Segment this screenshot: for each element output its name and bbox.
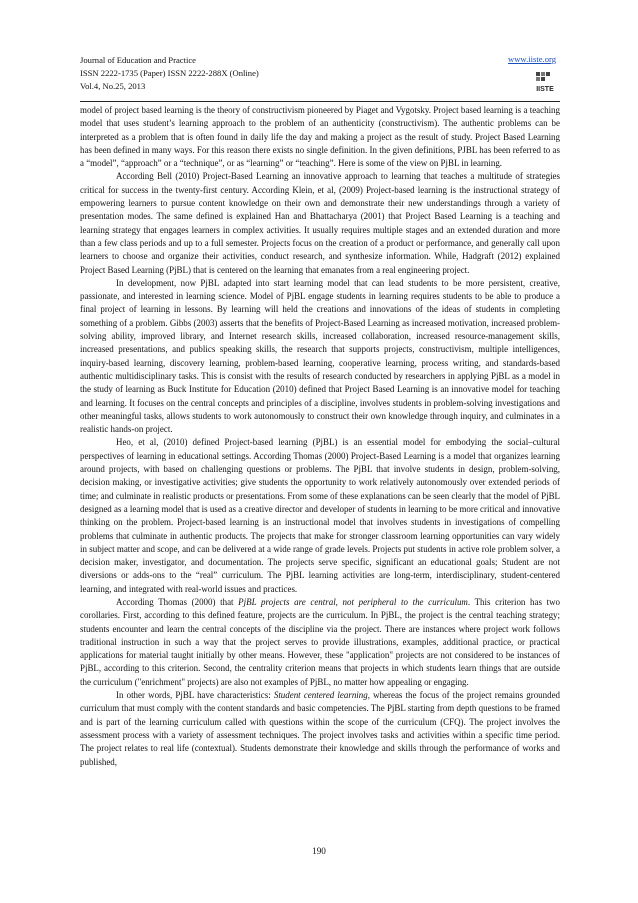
paragraph-6-rest: whereas the focus of the project remains grounded curriculum that must comply with the content standards and basic competencies. The PjBL starting from depth questions to be framed and is part of the learning curriculum called with questions within the scope of the curriculum (CFQ). The project involves the assessment process with a variety of assessment techniques. The project involves tasks and activities within a specific time period. The project relates to real life (contextual). Students demonstrate their knowledge and skills through the performance of works and published, (80, 690, 561, 767)
issn-line: ISSN 2222-1735 (Paper) ISSN 2222-288X (Online) (80, 68, 259, 78)
paragraph-4: Heo, et al, (2010) defined Project-based learning (PjBL) is an essential model for embodying the social–cultural perspectives of learning in educational settings. According Thomas (2000) Project-Based Learning is a model that organizes learning around projects, with based on challenging questions or problems. The PjBL that involve students in design, problem-solving, decision making, or investigative activities; give students the opportunity to work relatively autonomously over extended periods of time; and culminate in realistic products or presentations. From some of these explanations can be seen clearly that the model of PjBL designed as a learning model that is used as a creative director and developer of students in learning to be more critical and innovative thinking on the problem. Project-based learning is an instructional model that involves students in investigations of compelling problems that culminate in authentic products. The projects that make for stronger classroom learning opportunities can vary widely in subject matter and scope, and can be delivered at a wide range of grade levels. Projects put students in active role problem solver, a decision maker, investigator, and documentation. The projects serve specific, significant an educational goals; Student are not diversions or adds-ons to the “real” curriculum. The PjBL learning activities are long-term, interdisciplinary, student-centered learning, and integrated with real-world issues and practices. (80, 437, 560, 594)
paragraph-1: model of project based learning is the theory of constructivism pioneered by Piaget and Vygotsky. Project based learning is a teaching model that uses student’s learning approach to the problem of an authenticity (constructivism). The authentic problems can be interpreted as a problem that is often found in daily life the day and making a project as the result of study. Project Based Learning has been defined in many ways. For this reason there exists no single definition. In the given definitions, PJBL has been referred to as a “model”, “approach” or a “technique”, or as “learning” or “teaching”. Here is some of the view on PjBL in learning. (80, 105, 560, 169)
volume-line: Vol.4, No.25, 2013 (80, 81, 146, 91)
paragraph-5 (80, 596, 560, 689)
paragraph-6-emphasis: Student centered learning, (273, 690, 370, 701)
header-rule (80, 101, 560, 102)
body-text (80, 104, 560, 769)
paragraph-6 (80, 689, 560, 769)
page-header (80, 54, 560, 100)
svg-text:IISTE: IISTE (536, 86, 554, 93)
paragraph-5-emphasis: PjBL projects are central, not peripheral to the curriculum (238, 596, 468, 607)
journal-title: Journal of Education and Practice (80, 55, 196, 65)
paragraph-2: According Bell (2010) Project-Based Learning an innovative approach to learning that teaches a multitude of strategies critical for success in the twenty-first century. According Klein, et al, (2009) Project-based learning is the instructional strategy of empowering learners to pursue content knowledge on their own and demonstrate their new understandings through a variety of presentation modes. The same defined is explained Han and Bhattacharya (2001) that Project Based Learning is a teaching and learning strategy that engages learners in complex activities. It usually requires multiple stages and an extended duration and more than a few class periods and up to a full semester. Projects focus on the creation of a product or performance, and generally call upon learners to choose and organize their activities, conduct research, and synthesize information. While, Hadgraft (2012) explained Project Based Learning (PjBL) that is centered on the learning that emanates from a real engineering project. (80, 171, 560, 275)
page-number: 190 (312, 846, 326, 856)
paragraph-5-lead: According Thomas (2000) that (116, 596, 239, 607)
paragraph-5-rest: . This criterion has two corollaries. First, according to this defined feature, projects are the curriculum. In PjBL, the project is the central teaching strategy; students encounter and learn the central concepts of the discipline via the project. There are instances where project work follows traditional instruction in such a way that the project serves to provide illustrations, examples, additional practice, or practical applications for material taught initially by other means. However, these "application" projects are not considered to be instances of PjBL, according to this criterion. Second, the centrality criterion means that projects in which students learn things that are outside the curriculum ("enrichment" projects) are also not examples of PjBL, no matter how appealing or engaging. (80, 596, 561, 687)
paragraph-3: In development, now PjBL adapted into start learning model that can lead students to be more persistent, creative, passionate, and interested in learning science. Model of PjBL engage students in learning requires students to be able to produce a final project of learning in lessons. By learning will held the creations and innovations of the ideas of students in completing something of a problem. Gibbs (2003) asserts that the benefits of Project-Based Learning as increased motivation, increased problem-solving ability, improved library, and Internet research skills, increased collaboration, increased resource-management skills, increased presentations, and publics speaking skills, the research that supports projects, constructivism, multiple intelligences, inquiry-based learning, discovery learning, problem-based learning, cooperative learning, process writing, and standards-based authentic multidisciplinary tasks. This is consist with the results of research conducted by researchers in applying PjBL as a model in the study of learning as Buck Institute for Education (2010) defined that Project Based Learning is an innovative model for teaching and learning. It focuses on the central concepts and principles of a discipline, involves students in problem-solving investigations and other meaningful tasks, allows students to work autonomously to construct their own knowledge through inquiry, and culminates in a realistic hands-on project. (80, 277, 560, 435)
website-link[interactable]: www.iiste.org (508, 54, 556, 64)
iiste-logo-icon (532, 68, 558, 94)
paragraph-6-lead: In other words, PjBL have characteristics: (116, 690, 274, 701)
